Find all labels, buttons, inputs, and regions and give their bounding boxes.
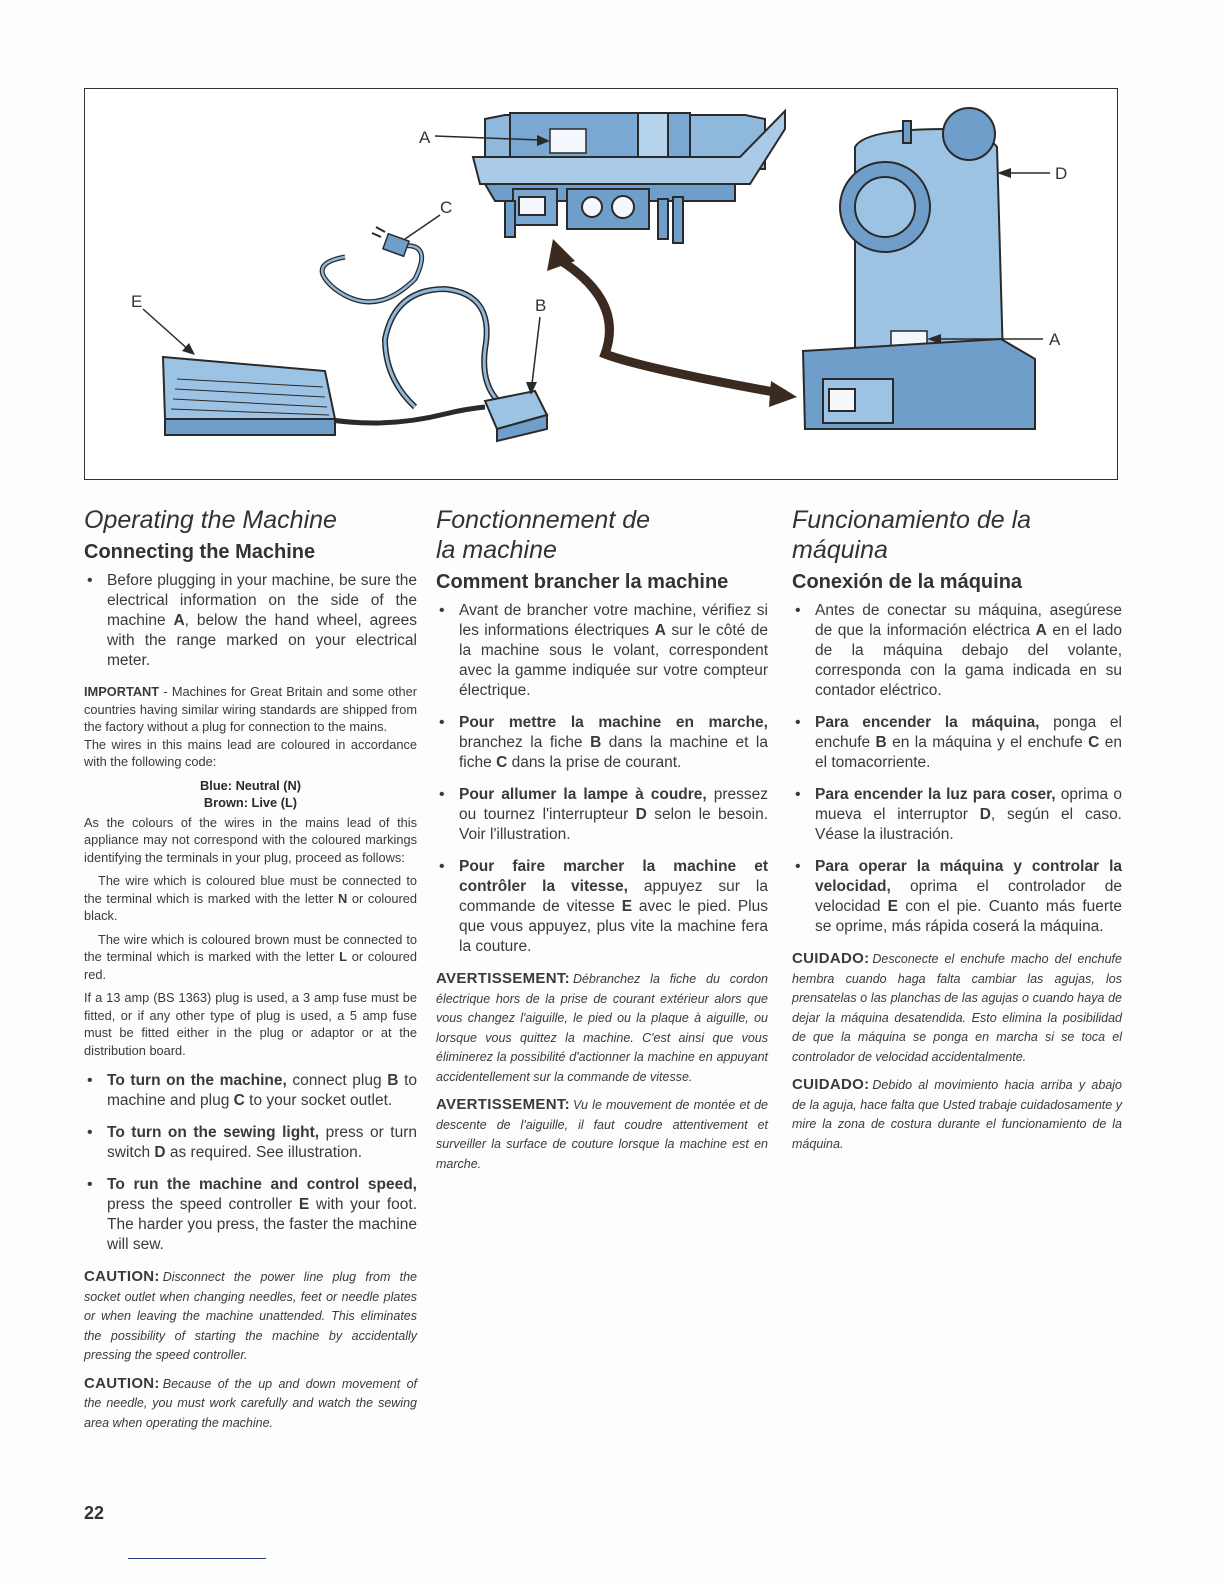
- english-caution-needle: CAUTION: Because of the up and down movement of the needle, you must work carefully and watch the sewing area when operating the machine.: [84, 1374, 417, 1430]
- french-bullet-check-electrical: • Avant de brancher votre machine, vérifiez si les informations électriques A sur le côté de la machine sous le volant, correspondent avec la gamme indiquée sur votre compteur électrique.: [436, 601, 768, 701]
- english-colours-note: As the colours of the wires in the mains lead of this appliance may not correspond with the coloured markings identifying the terminals in your plug, proceed as follows:: [84, 814, 417, 865]
- spanish-title: Funcionamiento de la máquina: [792, 506, 1032, 564]
- spanish-bullet-check-electrical: • Antes de conectar su máquina, asegúrese de que la información eléctrica A en el lado de la máquina debajo del volante, corresponda con la gama indicada en su contador eléctrico.: [792, 601, 1122, 701]
- english-bullet-turn-on: • To turn on the machine, connect plug B to machine and plug C to your socket outlet.: [84, 1071, 417, 1111]
- spanish-column: [792, 505, 1122, 1162]
- french-bullet-speed: • Pour faire marcher la machine et contrôler la vitesse, appuyez sur la commande de vitesse E avec le pied. Plus que vous appuyez, plus vite la machine fera la couture.: [436, 857, 768, 957]
- label-e: E: [131, 292, 143, 311]
- label-b: B: [535, 296, 547, 315]
- connection-illustration: [84, 88, 1118, 480]
- english-bullets-top: [84, 571, 417, 671]
- french-warning-needle: AVERTISSEMENT: Vu le mouvement de montée et de descente de l'aiguille, il faut coudre attentivement et surveiller la surface de couture lorsque la machine est en marche.: [436, 1096, 768, 1171]
- connector-plug-drawing: [485, 391, 547, 441]
- label-d: D: [1055, 164, 1068, 183]
- english-brown-wire: The wire which is coloured brown must be connected to the terminal which is marked with the letter L or coloured red.: [84, 931, 418, 982]
- label-a-right: A: [1049, 330, 1061, 349]
- english-bullets-operate: [84, 1071, 417, 1255]
- french-heading: Comment brancher la machine: [436, 571, 729, 593]
- french-bullets: [436, 601, 768, 957]
- english-bullet-speed: • To run the machine and control speed, press the speed controller E with your foot. The harder you press, the faster the machine will sew.: [84, 1175, 417, 1255]
- english-bullet-check-electrical: • Before plugging in your machine, be sure the electrical information on the side of the machine A, below the hand wheel, agrees with the range marked on your electrical meter.: [84, 571, 417, 671]
- machine-diagram: [85, 89, 1119, 481]
- english-title: Operating the Machine: [84, 506, 337, 534]
- machine-underside-drawing: [473, 111, 785, 243]
- english-important-note: IMPORTANT - Machines for Great Britain and some other countries having similar wiring standards are shipped from the factory without a plug for connection to the mains. The wires in this mains lead are coloured in accordance with the following code:: [84, 684, 417, 769]
- spanish-bullets: [792, 601, 1122, 937]
- english-caution-unplug: CAUTION: Disconnect the power line plug from the socket outlet when changing needles, feet or needle plates or when leaving the machine unattended. This eliminates the possibility of starting the machine by accidentally pressing the speed controller.: [84, 1268, 417, 1362]
- spanish-caution-needle: CUIDADO: Debido al movimiento hacia arriba y abajo de la aguja, hace falta que Usted trabaje cuidadosamente y mire la zona de costura durante el funcionamiento de la máquina.: [792, 1076, 1122, 1151]
- english-wire-code: Blue: Neutral (N) Brown: Live (L): [200, 777, 301, 810]
- foot-pedal-drawing: [163, 357, 335, 435]
- english-heading: Connecting the Machine: [84, 541, 316, 563]
- page-number: 22: [84, 1503, 105, 1523]
- spanish-caution-unplug: CUIDADO: Desconecte el enchufe macho del enchufe hembra cuando haga falta cambiar las agujas, los prensatelas o las planchas de las agujas o cuando haya de dejar la máquina desatendida. Esto elimina la posibilidad de que la máquina se ponga en marcha si se toca el controlador de velocidad accidentalmente.: [792, 950, 1122, 1064]
- footer-rule: [128, 1558, 266, 1559]
- french-bullet-turn-on: • Pour mettre la machine en marche, branchez la fiche B dans la machine et la fiche C dans la prise de courant.: [436, 713, 768, 773]
- spanish-bullet-speed: • Para operar la máquina y controlar la velocidad, oprima el controlador de velocidad E con el pie. Cuanto más fuerte se oprime, más rápida coserá la máquina.: [792, 857, 1122, 937]
- spanish-heading: Conexión de la máquina: [792, 571, 1023, 593]
- french-title: Fonctionnement de la machine: [436, 506, 651, 564]
- label-c: C: [440, 198, 453, 217]
- spanish-bullet-sewing-light: • Para encender la luz para coser, oprima o mueva el interruptor D, según el caso. Véase la ilustración.: [792, 785, 1122, 845]
- label-a-top: A: [419, 128, 431, 147]
- english-fuse-note: If a 13 amp (BS 1363) plug is used, a 3 amp fuse must be fitted, or if any other type of plug is used, a 5 amp fuse must be fitted either in the plug or adaptor or at the distribution board.: [84, 990, 417, 1058]
- french-bullet-sewing-light: • Pour allumer la lampe à coudre, pressez ou tournez l'interrupteur D selon le besoin. Voir l'illustration.: [436, 785, 768, 845]
- english-column: [84, 505, 417, 1441]
- french-warning-unplug: AVERTISSEMENT: Débranchez la fiche du cordon électrique hors de la prise de courant extérieur alors que vous changez l'aiguille, le pied ou la plaque à aiguille, ou lorsque vous quittez la machine. C'est ainsi que vous éliminerez la possibilité d'actionner la machine en appuyant accidentellement sur la commande de vitesse.: [436, 970, 768, 1084]
- sewing-machine-side-drawing: [803, 108, 1035, 429]
- english-blue-wire: The wire which is coloured blue must be connected to the terminal which is marked with the letter N or coloured black.: [84, 873, 418, 923]
- english-bullet-sewing-light: • To turn on the sewing light, press or turn switch D as required. See illustration.: [84, 1123, 417, 1163]
- spanish-bullet-turn-on: • Para encender la máquina, ponga el enchufe B en la máquina y el enchufe C en el tomacorriente.: [792, 713, 1122, 773]
- french-column: [436, 505, 768, 1182]
